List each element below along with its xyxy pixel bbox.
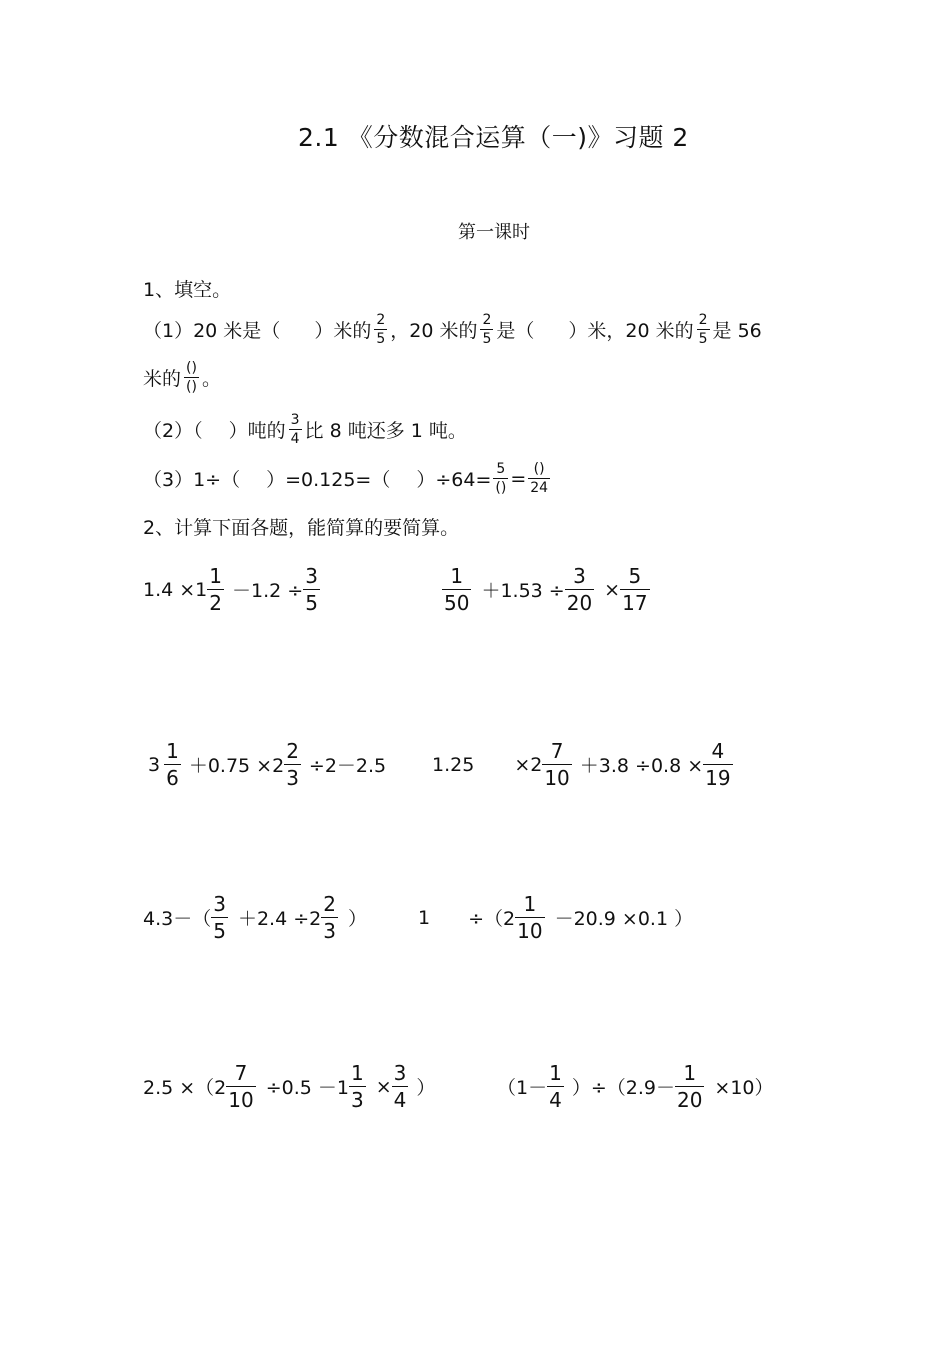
q3-text-c: ）÷64= bbox=[416, 469, 492, 491]
fraction: $\frac{1}{10}$ bbox=[517, 892, 543, 943]
fraction: $\frac{7}{10}$ bbox=[228, 1061, 254, 1112]
lesson-subtitle: 第一课时 bbox=[458, 222, 530, 243]
q2-text-b: ）吨的 bbox=[228, 420, 286, 442]
fraction: $\frac{3}{4}$ bbox=[290, 412, 300, 447]
question-2 bbox=[143, 413, 467, 446]
fraction: $\frac{1}{2}$ bbox=[209, 564, 222, 615]
fraction: $\frac{5}{()}$ bbox=[495, 461, 507, 496]
q1-text-b: ）米的 bbox=[314, 320, 372, 342]
q1-text-h: 。 bbox=[201, 368, 221, 390]
q1-text-e: ）米，20 米的 bbox=[568, 320, 694, 342]
fraction: $\frac{7}{10}$ bbox=[544, 739, 570, 790]
fraction: $\frac{3}{5}$ bbox=[305, 564, 318, 615]
fraction: $\frac{1}{6}$ bbox=[166, 739, 179, 790]
page-title: 2.1 《分数混合运算（一)》习题 2 bbox=[298, 123, 689, 152]
problem-7: 2.5 ×（2 $\frac{7}{10}$ ÷0.5 －1 $\frac{1}{3}$ × $\frac{3}{4}$ ） bbox=[143, 1061, 436, 1112]
q2-text-c: 比 8 吨还多 1 吨。 bbox=[304, 420, 467, 442]
section-2-heading: 2、计算下面各题，能简算的要简算。 bbox=[143, 517, 460, 539]
problem-1: 1.4 ×1 $\frac{1}{2}$ －1.2 ÷ $\frac{3}{5}$ bbox=[143, 564, 318, 615]
fraction: $\frac{2}{5}$ bbox=[698, 312, 708, 347]
q3-text-a: （3）1÷（ bbox=[143, 469, 241, 491]
problem-2: $\frac{1}{50}$ ＋1.53 ÷ $\frac{3}{20}$ × $\frac{5}{17}$ bbox=[444, 564, 648, 615]
fraction: $\frac{5}{17}$ bbox=[622, 564, 648, 615]
problem-8: （1－ $\frac{1}{4}$ ）÷（2.9－ $\frac{1}{20}$ ×10） bbox=[497, 1061, 774, 1112]
q3-text-b: ）=0.125=（ bbox=[266, 469, 391, 491]
fraction: $\frac{3}{20}$ bbox=[566, 564, 593, 615]
fraction: $\frac{()}{24}$ bbox=[530, 461, 549, 496]
q1-text-a: （1）20 米是（ bbox=[143, 320, 281, 342]
fraction: $\frac{1}{4}$ bbox=[549, 1061, 562, 1112]
fraction: $\frac{2}{3}$ bbox=[323, 892, 336, 943]
q3-equals: = bbox=[510, 467, 527, 490]
fraction: $\frac{2}{3}$ bbox=[286, 739, 299, 790]
q2-text-a: （2）（ bbox=[143, 420, 203, 442]
question-1-line-2 bbox=[143, 361, 221, 394]
q1-text-c: ，20 米的 bbox=[390, 320, 478, 342]
fraction: $\frac{3}{5}$ bbox=[213, 892, 226, 943]
q1-text-g: 米的 bbox=[143, 368, 182, 390]
fraction: $\frac{1}{3}$ bbox=[350, 1061, 364, 1112]
fraction: $\frac{4}{19}$ bbox=[705, 739, 731, 790]
question-3 bbox=[143, 462, 552, 495]
problem-6: 1 ÷（2 $\frac{1}{10}$ －20.9 ×0.1 ） bbox=[418, 892, 694, 943]
q1-text-d: 是（ bbox=[496, 320, 535, 342]
fraction: $\frac{3}{4}$ bbox=[393, 1061, 407, 1112]
section-1-heading: 1、填空。 bbox=[143, 279, 232, 301]
fraction: $\frac{2}{5}$ bbox=[376, 312, 386, 347]
problem-5: 4.3－（ $\frac{3}{5}$ ＋2.4 ÷2 $\frac{2}{3}$ ） bbox=[143, 892, 367, 943]
q1-text-f: 是 56 bbox=[712, 320, 762, 342]
fraction: $\frac{1}{50}$ bbox=[444, 564, 470, 615]
fraction: $\frac{1}{20}$ bbox=[676, 1061, 703, 1112]
question-1-line-1 bbox=[143, 313, 762, 346]
fraction: $\frac{()}{()}$ bbox=[186, 360, 197, 395]
problem-4: 1.25 ×2 $\frac{7}{10}$ ＋3.8 ÷0.8 × $\frac{4}{19}$ bbox=[432, 739, 731, 790]
fraction: $\frac{2}{5}$ bbox=[482, 312, 492, 347]
problem-3: 3 $\frac{1}{6}$ ＋0.75 ×2 $\frac{2}{3}$ ÷2－2.5 bbox=[148, 739, 387, 790]
